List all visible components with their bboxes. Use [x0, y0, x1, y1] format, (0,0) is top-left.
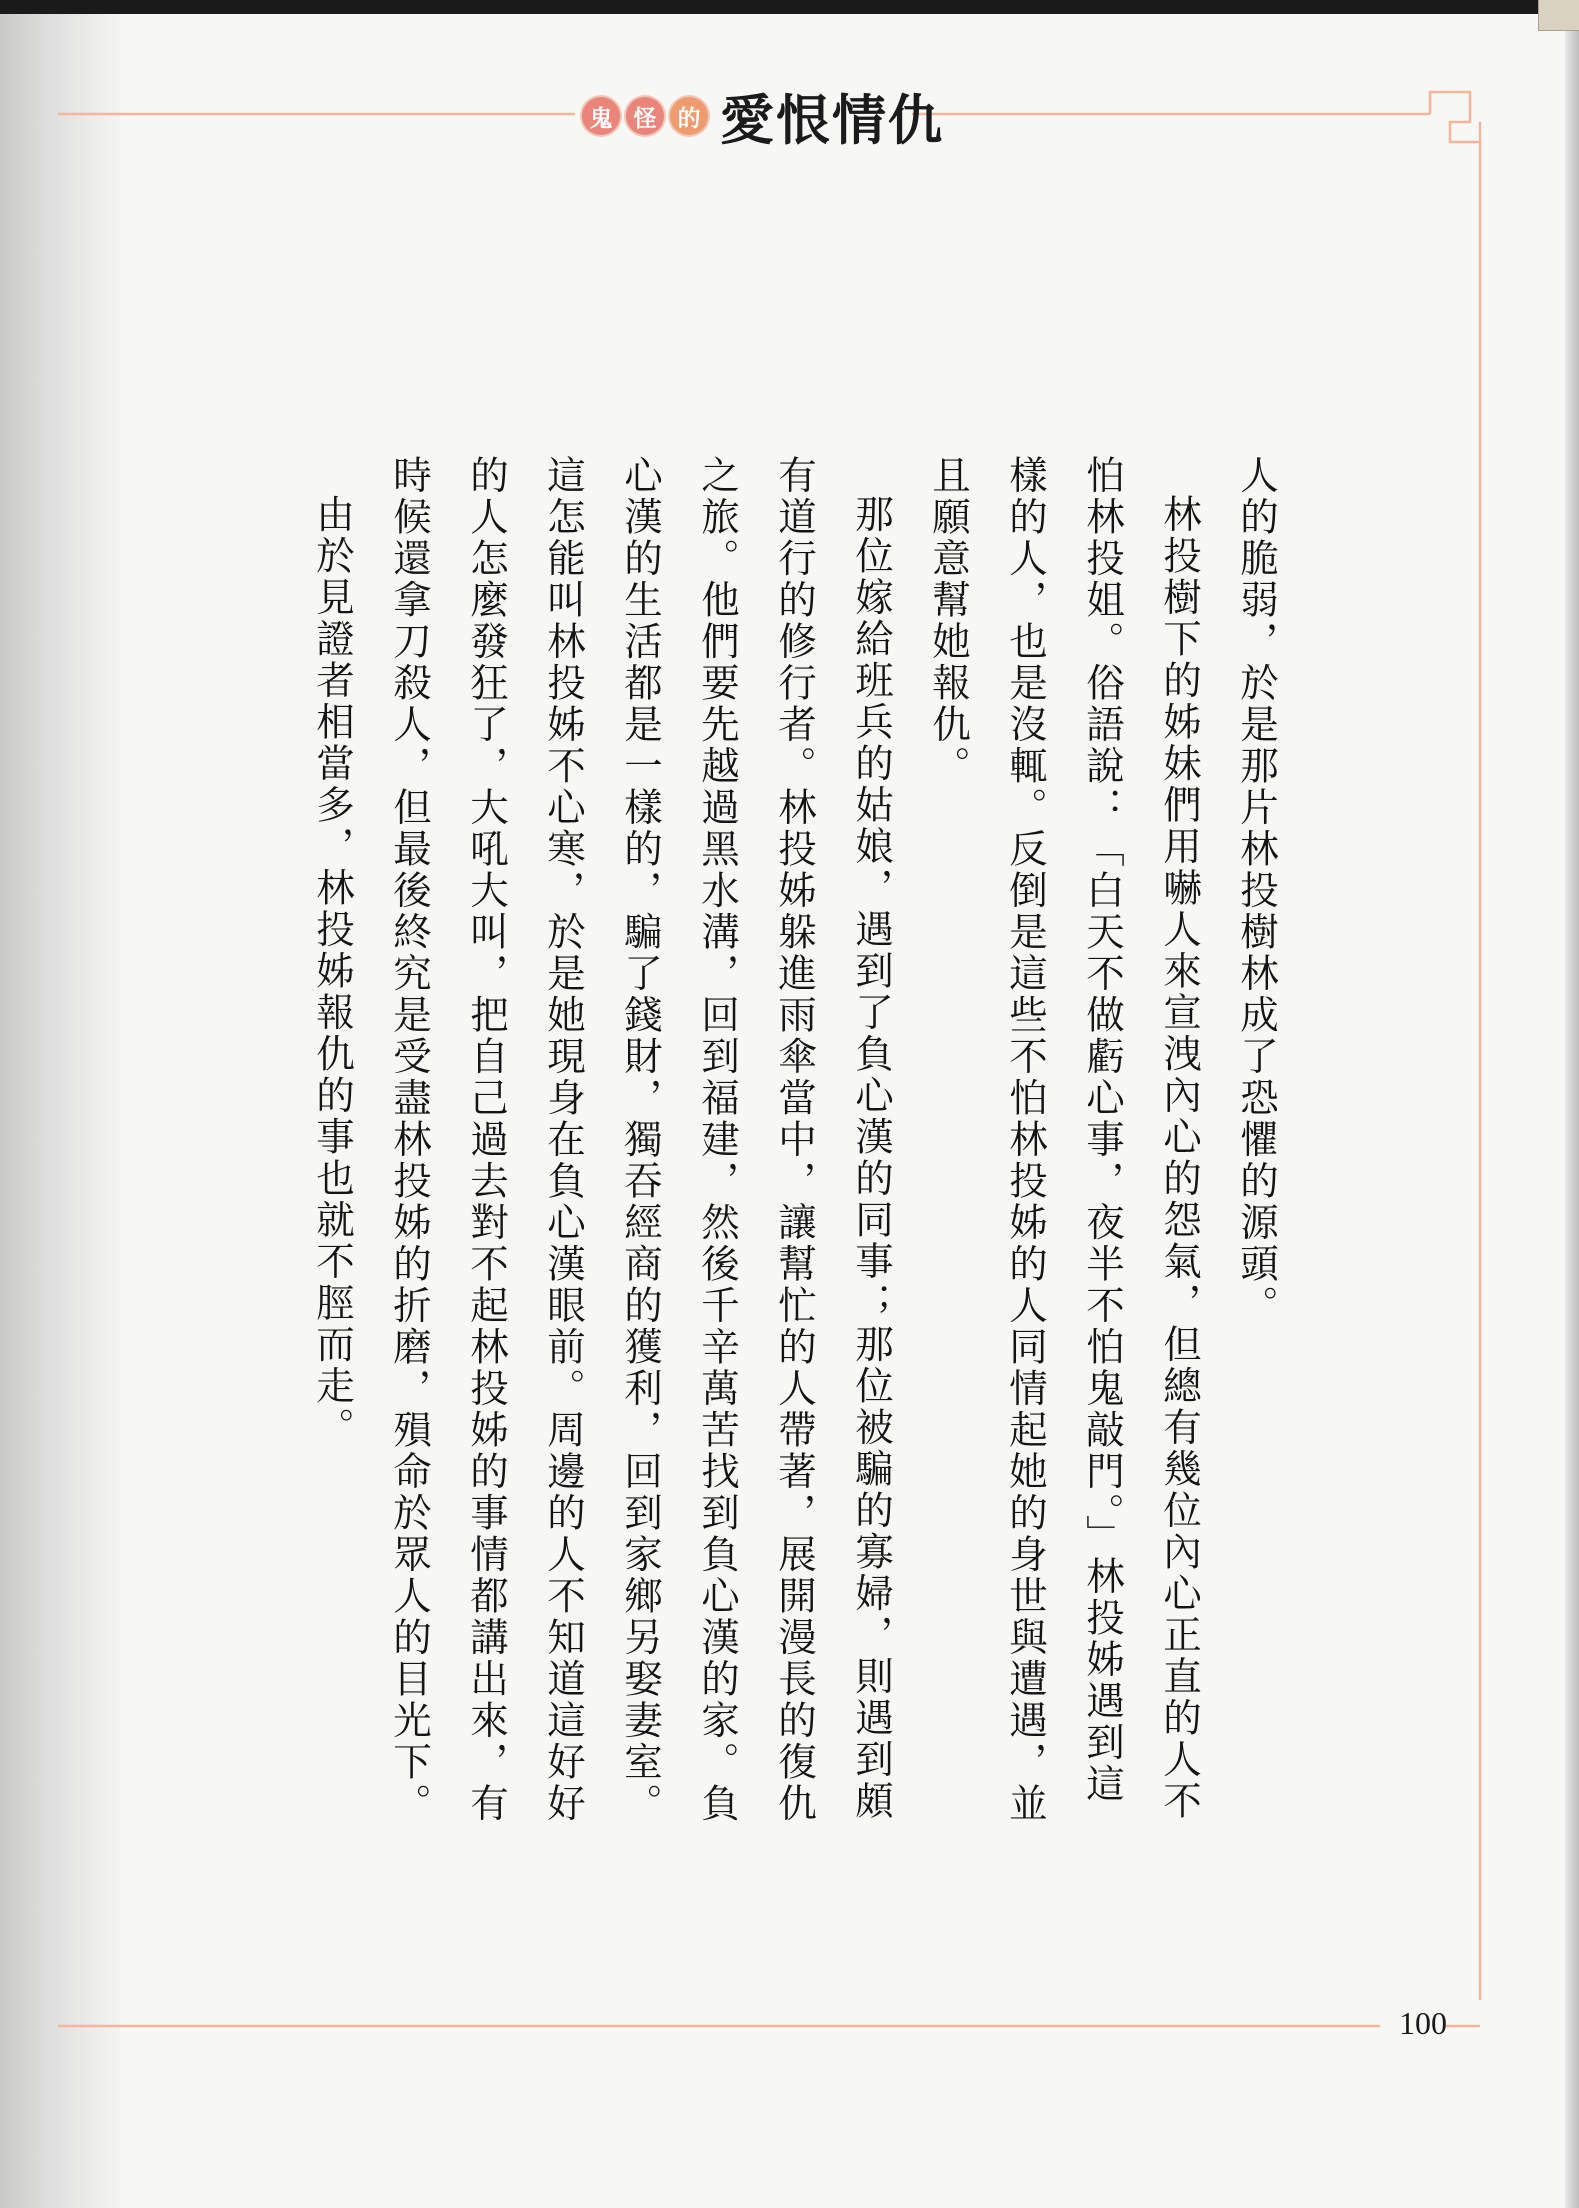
paragraph-2: 林投樹下的姊妹們用嚇人來宣洩內心的怨氣，但總有幾位內心正直的人不怕林投姐。俗語說：「白天不做虧心事，夜半不怕鬼敲門。」林投姊遇到這樣的人，也是沒輒。反倒是這些不怕林投姊的人同情起她的身世與遭遇，並且願意幫她報仇。: [926, 455, 1202, 1825]
header-circle-of: 的: [670, 97, 708, 135]
chapter-header: [582, 76, 944, 156]
page-number: 100: [1399, 2005, 1447, 2041]
header-circle-strange: 怪: [626, 97, 664, 135]
header-circle-ghost: 鬼: [582, 97, 620, 135]
vertical-body-text: [275, 455, 1295, 1835]
header-title: 愛恨情仇: [720, 88, 944, 152]
paragraph-3: 那位嫁給班兵的姑娘，遇到了負心漢的同事；那位被騙的寡婦，則遇到頗有道行的修行者。林投姊躲進雨傘當中，讓幫忙的人帶著，展開漫長的復仇之旅。他們要先越過黑水溝，回到福建，然後千辛萬苦找到負心漢的家。負心漢的生活都是一樣的，騙了錢財，獨吞經商的獲利，回到家鄉另娶妻室。這怎能叫林投姊不心寒，於是她現身在負心漢眼前。周邊的人不知道這好好的人怎麼發狂了，大吼大叫，把自己過去對不起林投姊的事情都講出來，有時候還拿刀殺人，但最後終究是受盡林投姊的折磨，殞命於眾人的目光下。: [387, 455, 894, 1825]
paragraph-4: 由於見證者相當多，林投姊報仇的事也就不脛而走。: [310, 493, 355, 1448]
paragraph-1: 人的脆弱，於是那片林投樹林成了恐懼的源頭。: [1234, 455, 1279, 1327]
